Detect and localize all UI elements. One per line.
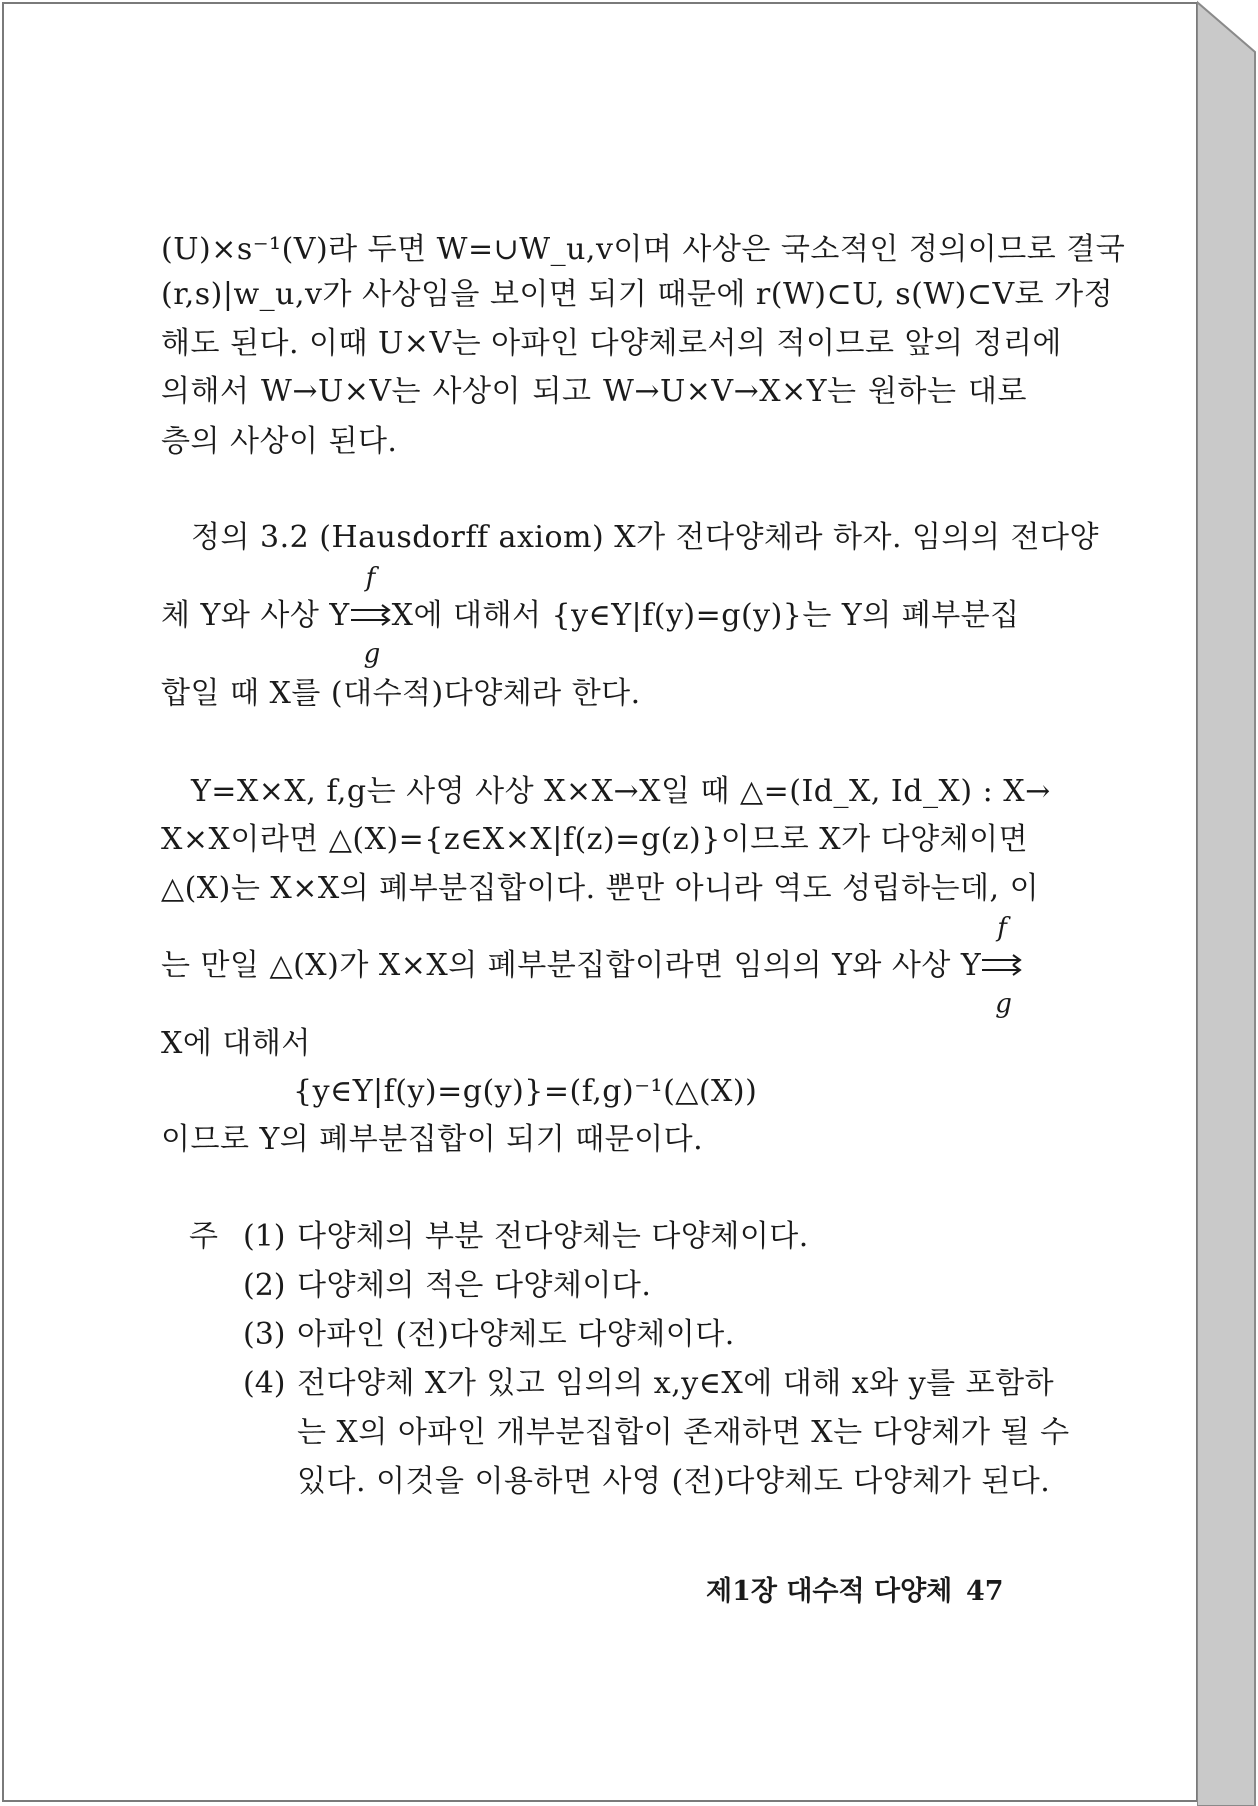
- page-edge-shadow: [1197, 0, 1258, 1806]
- definition-line2-right: X에 대해서 {y∈Y|f(y)=g(y)}는 Y의 폐부분집: [391, 598, 1020, 633]
- paragraph1-line1: (U)×s⁻¹(V)라 두면 W=∪W_u,v이며 사상은 국소적인 정의이므로 결국: [161, 232, 1126, 267]
- definition-title-line: 정의 3.2 (Hausdorff axiom) X가 전다양체라 하자. 임의의 전다양: [191, 520, 1099, 555]
- remark-4-line2: 는 X의 아파인 개부분집합이 존재하면 X는 다양체가 될 수: [297, 1415, 1070, 1450]
- map-arrow-pair-2: [981, 913, 1023, 1019]
- arrow-label-f: f: [997, 913, 1008, 943]
- remark-2-text: 다양체의 적은 다양체이다.: [297, 1268, 652, 1303]
- arrow-label-g: g: [995, 989, 1013, 1019]
- map-arrow-pair-1: [350, 563, 392, 669]
- paragraph1-line2: (r,s)|w_u,v가 사상임을 보이면 되기 때문에 r(W)⊂U, s(W)⊂V로 가정: [161, 277, 1114, 312]
- paragraph2-line1: Y=X×X, f,g는 사영 사상 X×X→X일 때 △=(Id_X, Id_X) : X→: [191, 774, 1051, 809]
- running-footer-chapter: 제1장 대수적 다양체: [706, 1576, 953, 1607]
- paragraph2-line5: X에 대해서: [161, 1026, 311, 1061]
- remark-number-1: (1): [243, 1219, 286, 1254]
- definition-line2-left: 체 Y와 사상 Y: [161, 598, 350, 633]
- arrow-label-f: f: [365, 563, 376, 593]
- remark-number-3: (3): [243, 1317, 286, 1352]
- paragraph2-line4: [161, 913, 1027, 1019]
- remark-4-line3: 있다. 이것을 이용하면 사영 (전)다양체도 다양체가 된다.: [297, 1464, 1051, 1499]
- remark-1-text: 다양체의 부분 전다양체는 다양체이다.: [297, 1219, 809, 1254]
- remark-number-2: (2): [243, 1268, 286, 1303]
- remark-3-text: 아파인 (전)다양체도 다양체이다.: [297, 1317, 735, 1352]
- paragraph2-line2: X×X이라면 △(X)={z∈X×X|f(z)=g(z)}이므로 X가 다양체이면: [161, 822, 1029, 857]
- arrow-label-g: g: [363, 639, 381, 669]
- definition-line2: [161, 563, 1027, 669]
- paragraph1-line5: 층의 사상이 된다.: [161, 424, 398, 459]
- remark-number-4: (4): [243, 1366, 286, 1401]
- definition-line3: 합일 때 X를 (대수적)다양체라 한다.: [161, 676, 641, 711]
- paragraph2-line4-text: 는 만일 △(X)가 X×X의 폐부분집합이라면 임의의 Y와 사상 Y: [161, 948, 982, 983]
- paragraph2-line6: 이므로 Y의 폐부분집합이 되기 때문이다.: [161, 1122, 704, 1157]
- paragraph1-line4: 의해서 W→U×V는 사상이 되고 W→U×V→X×Y는 원하는 대로: [161, 374, 1027, 409]
- remark-marker: 주: [189, 1219, 218, 1254]
- display-formula: {y∈Y|f(y)=g(y)}=(f,g)⁻¹(△(X)): [293, 1074, 758, 1109]
- paragraph2-line3: △(X)는 X×X의 폐부분집합이다. 뿐만 아니라 역도 성립하는데, 이: [161, 871, 1040, 906]
- paragraph1-line3: 해도 된다. 이때 U×V는 아파인 다양체로서의 적이므로 앞의 정리에: [161, 326, 1062, 361]
- remark-4-line1: 전다양체 X가 있고 임의의 x,y∈X에 대해 x와 y를 포함하: [297, 1366, 1055, 1401]
- page-number: 47: [966, 1576, 1004, 1607]
